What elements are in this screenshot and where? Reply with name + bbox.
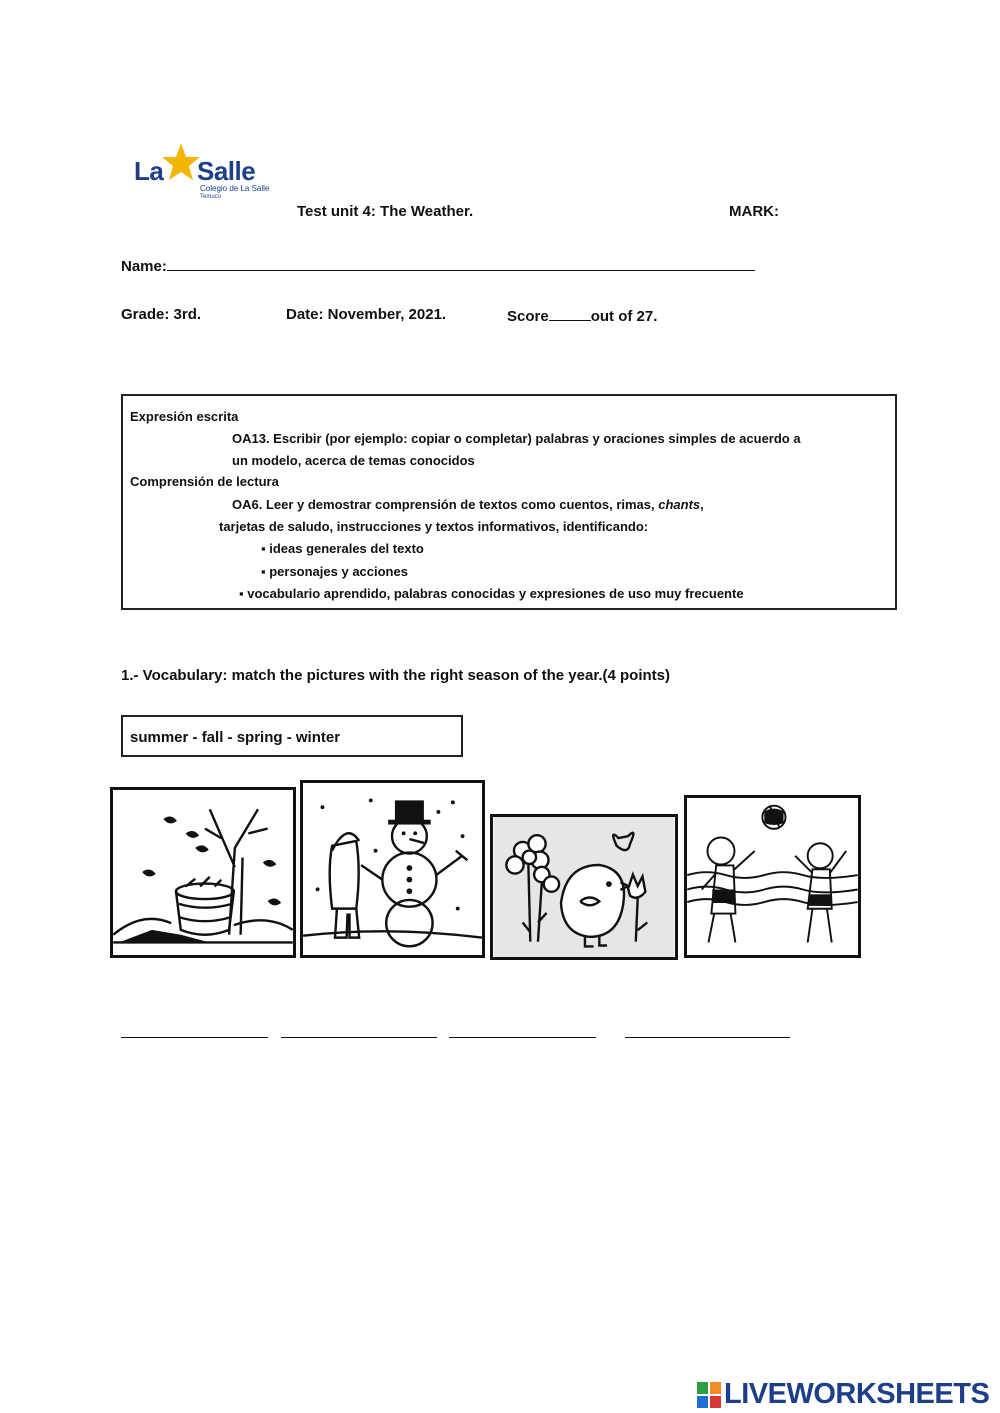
score-label: Score <box>507 308 549 325</box>
test-title: Test unit 4: The Weather. <box>297 203 474 220</box>
logo-text-la: La <box>134 156 164 186</box>
oa6-line1 <box>232 497 704 512</box>
fall-scene-illustration <box>113 790 293 955</box>
oa6-line1-comma: , <box>700 497 704 512</box>
objectives-box <box>121 394 897 610</box>
score-blank[interactable] <box>549 306 591 321</box>
star-icon <box>161 142 201 182</box>
winter-picture <box>300 780 485 958</box>
logo-subtitle: Colegio de La Salle <box>200 184 270 193</box>
fall-picture <box>110 787 296 958</box>
section-title-reading: Comprensión de lectura <box>130 474 279 489</box>
name-blank[interactable] <box>167 256 755 271</box>
school-logo <box>134 142 284 202</box>
bullet-characters: ▪ personajes y acciones <box>261 564 408 579</box>
mark-label: MARK: <box>729 203 779 220</box>
bullet-ideas: ▪ ideas generales del texto <box>261 541 424 556</box>
answer-line-3[interactable] <box>449 1037 596 1038</box>
logo-city: Temuco <box>200 194 222 200</box>
oa13-line1: OA13. Escribir (por ejemplo: copiar o completar) palabras y oraciones simples de acuerdo a <box>232 431 801 446</box>
spring-scene-illustration <box>493 817 675 957</box>
spring-picture <box>490 814 678 960</box>
oa13-line2: un modelo, acerca de temas conocidos <box>232 453 475 468</box>
word-bank <box>121 715 463 757</box>
oa6-line2: tarjetas de saludo, instrucciones y textos informativos, identificando: <box>219 519 649 534</box>
answer-line-4[interactable] <box>625 1037 790 1038</box>
name-label: Name: <box>121 258 167 275</box>
liveworksheets-brand: LIVEWORKSHEETS <box>724 1378 990 1410</box>
word-bank-text: summer - fall - spring - winter <box>130 729 341 746</box>
winter-scene-illustration <box>303 783 482 955</box>
date-label: Date: November, 2021. <box>286 306 447 323</box>
oa6-line1-text: OA6. Leer y demostrar comprensión de textos como cuentos, rimas, <box>232 497 659 512</box>
logo-text-salle: Salle <box>197 156 256 186</box>
name-row <box>121 256 755 275</box>
summer-scene-illustration <box>687 798 858 955</box>
summer-picture <box>684 795 861 958</box>
exercise1-instruction: 1.- Vocabulary: match the pictures with the right season of the year.(4 points) <box>121 667 670 684</box>
section-title-writing: Expresión escrita <box>130 409 239 424</box>
score-suffix: out of 27. <box>590 308 658 325</box>
answer-line-2[interactable] <box>281 1037 437 1038</box>
score-row <box>507 306 657 325</box>
oa6-line1-italic: chants <box>658 497 701 512</box>
liveworksheets-logo-icon <box>697 1382 721 1408</box>
bullet-vocabulary: ▪ vocabulario aprendido, palabras conocidas y expresiones de uso muy frecuente <box>239 586 744 601</box>
answer-line-1[interactable] <box>121 1037 268 1038</box>
grade-label: Grade: 3rd. <box>121 306 202 323</box>
